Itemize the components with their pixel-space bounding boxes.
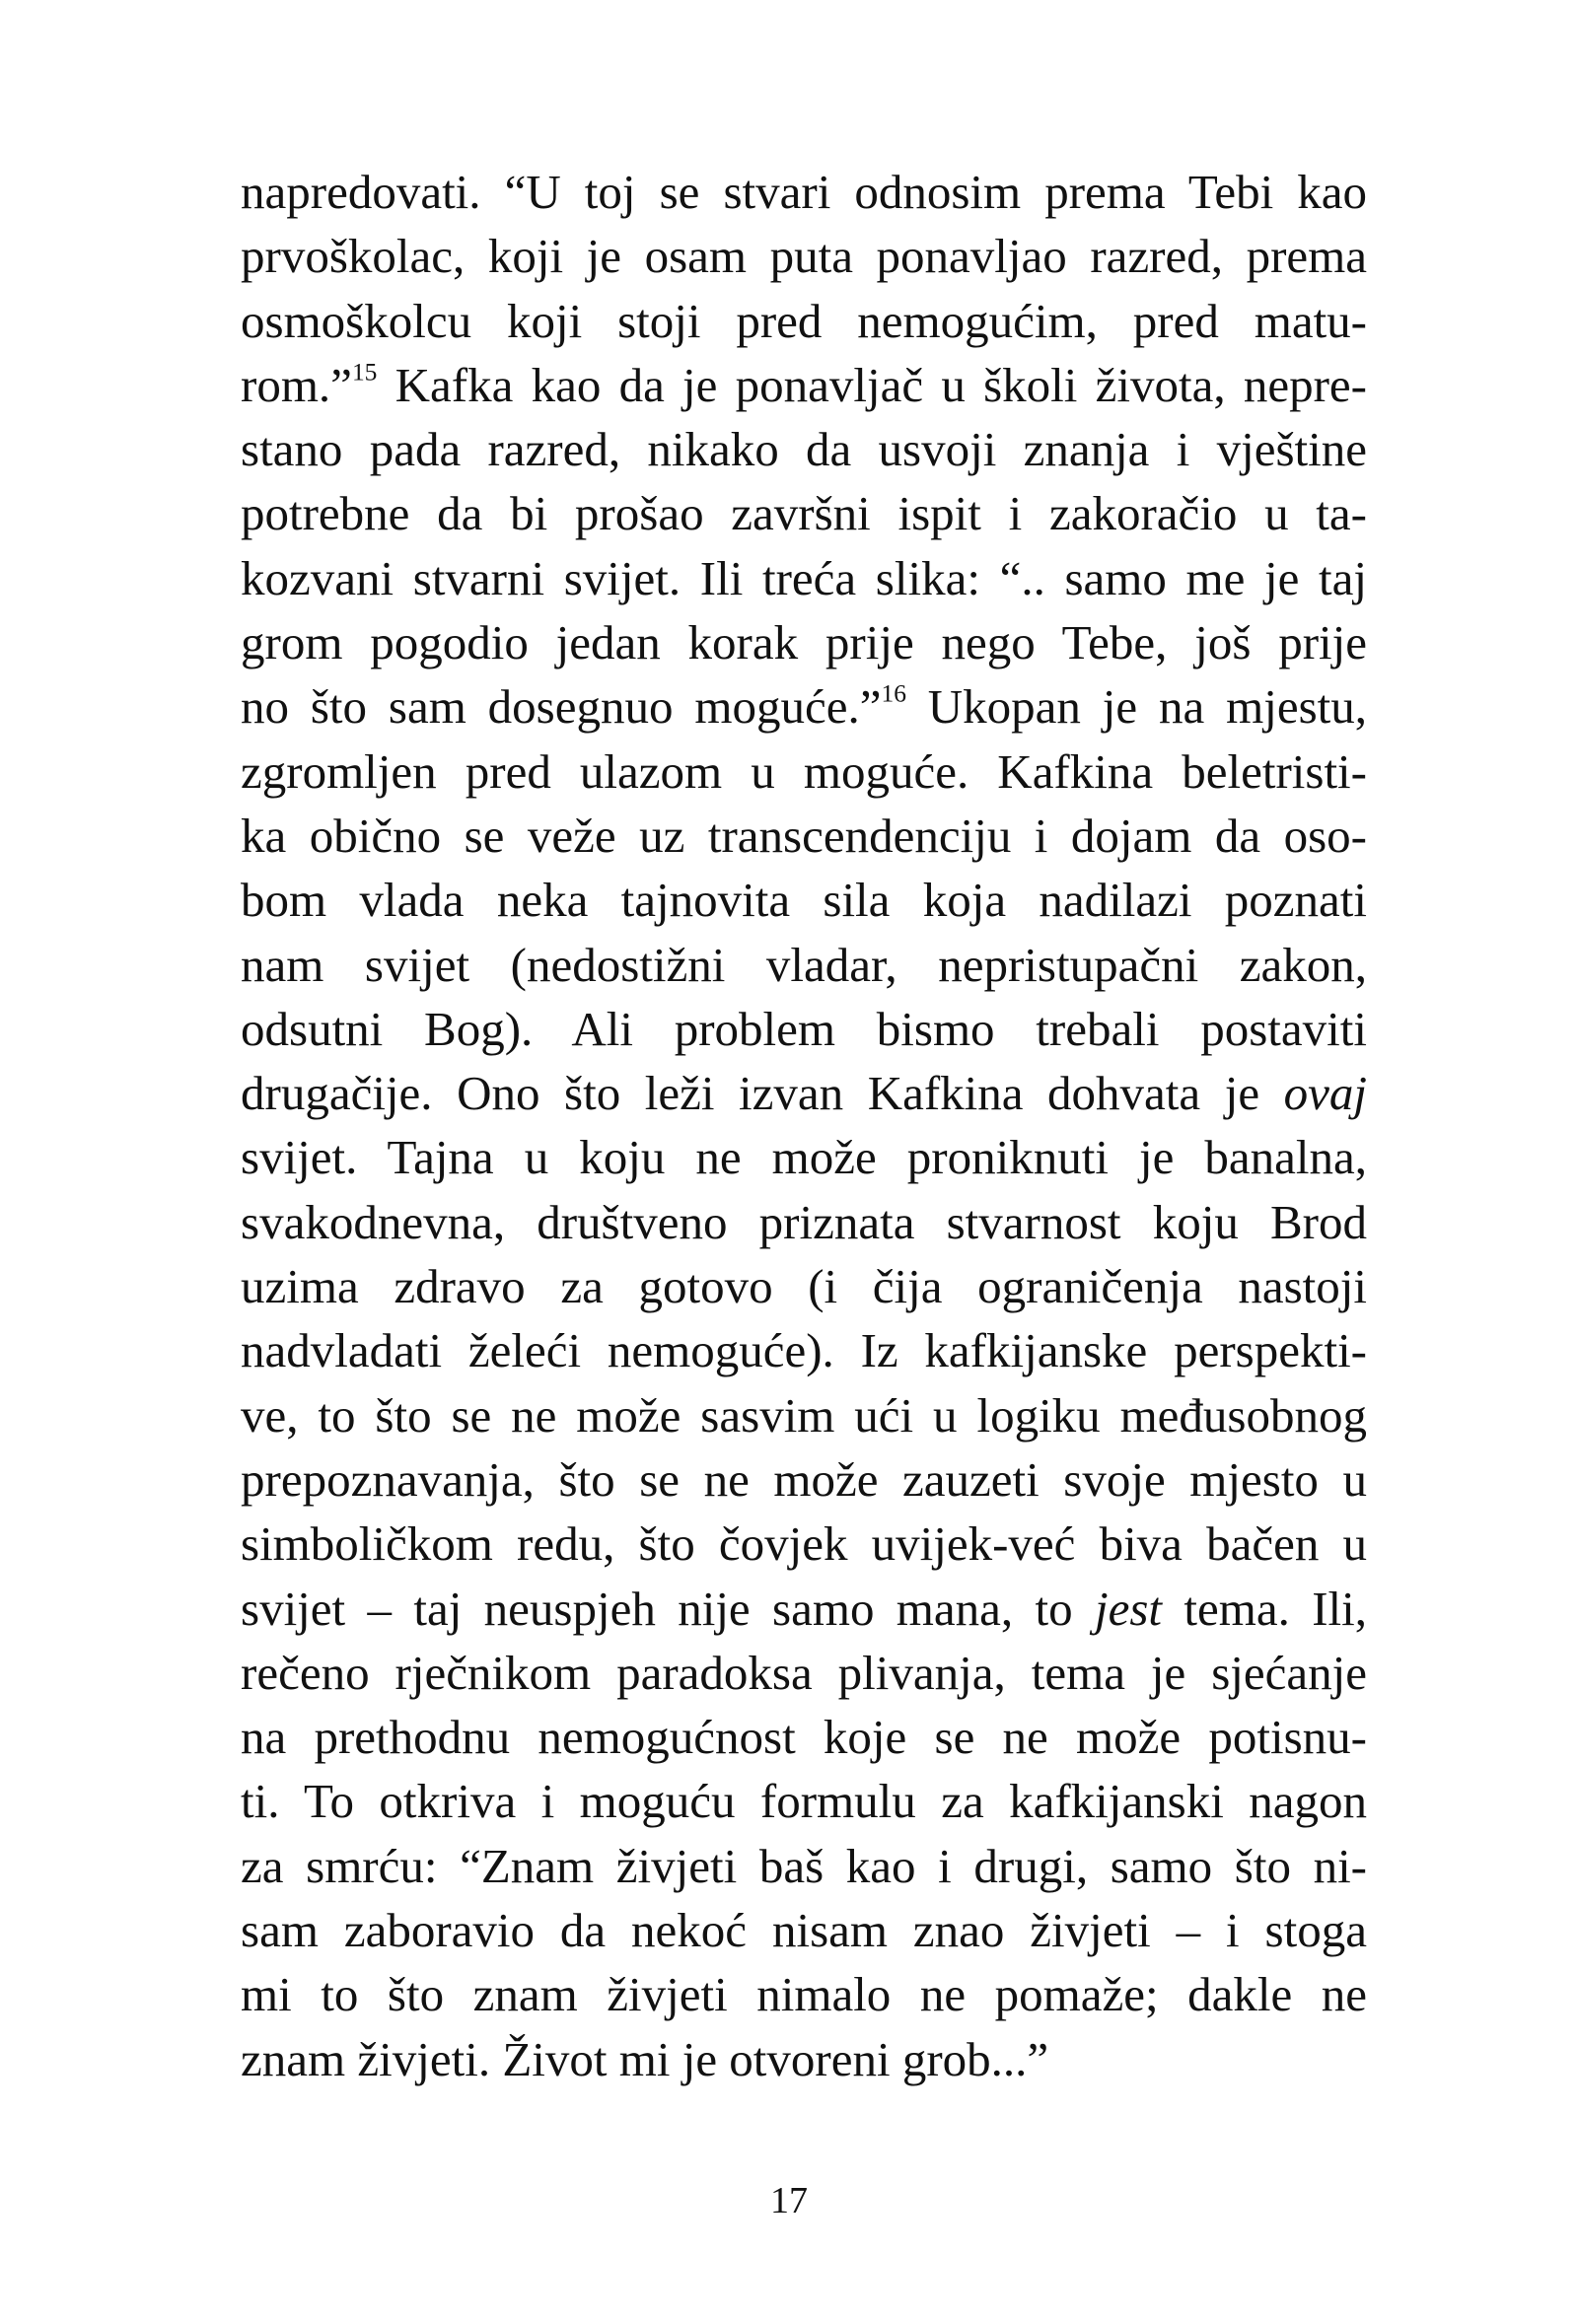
text-line — [241, 1769, 1367, 1833]
text-segment: svijet. Tajna u koju ne može proniknuti je banalna, — [241, 1130, 1367, 1185]
text-line — [241, 1577, 1367, 1641]
text-segment: uzima zdravo za gotovo (i čija ograničenja nastoji — [241, 1259, 1367, 1314]
text-segment: ti. To otkriva i moguću formulu za kafkijanski nagon — [241, 1774, 1367, 1829]
text-line — [241, 1834, 1367, 1898]
page-number: 17 — [770, 2180, 808, 2221]
text-line — [241, 160, 1367, 224]
text-segment: svakodnevna, društveno priznata stvarnost koju Brod — [241, 1194, 1367, 1249]
text-line — [241, 1190, 1367, 1254]
text-line — [241, 1705, 1367, 1769]
text-line — [241, 739, 1367, 804]
text-line — [241, 1383, 1367, 1447]
text-line — [241, 1962, 1367, 2026]
text-segment: rom.” — [241, 357, 352, 412]
text-segment: mi to što znam živjeti nimalo ne pomaže; dakle ne — [241, 1967, 1367, 2022]
text-line — [241, 1254, 1367, 1318]
text-segment: Kafka kao da je ponavljač u školi života, nepre- — [377, 357, 1367, 412]
text-line — [241, 674, 1367, 739]
text-segment: kozvani stvarni svijet. Ili treća slika: “.. samo me je taj — [241, 550, 1367, 605]
text-line — [241, 2027, 1367, 2091]
text-line — [241, 804, 1367, 868]
text-line — [241, 481, 1367, 545]
text-segment: tema. Ili, — [1162, 1581, 1367, 1636]
text-segment: nam svijet (nedostižni vladar, nepristupačni zakon, — [241, 937, 1367, 992]
text-segment: za smrću: “Znam živjeti baš kao i drugi, samo što ni- — [241, 1838, 1367, 1893]
text-line — [241, 1318, 1367, 1382]
footnote-marker: 16 — [881, 678, 906, 708]
text-segment: napredovati. “U toj se stvari odnosim prema Tebi kao — [241, 165, 1367, 219]
text-segment: prvoškolac, koji je osam puta ponavljao razred, prema — [241, 229, 1367, 284]
text-segment: ka obično se veže uz transcendenciju i dojam da oso- — [241, 808, 1367, 863]
text-segment: prepoznavanja, što se ne može zauzeti svoje mjesto u — [241, 1451, 1367, 1507]
italic-text: jest — [1094, 1581, 1163, 1636]
text-segment: ve, to što se ne može sasvim ući u logiku međusobnog — [241, 1387, 1367, 1443]
text-line — [241, 933, 1367, 997]
text-line — [241, 546, 1367, 610]
text-line — [241, 353, 1367, 417]
text-line — [241, 1641, 1367, 1705]
text-segment: osmoškolcu koji stoji pred nemogućim, pred matu- — [241, 293, 1367, 348]
text-segment: svijet – taj neuspjeh nije samo mana, to — [241, 1581, 1095, 1636]
text-segment: sam zaboravio da nekoć nisam znao živjeti – i stoga — [241, 1903, 1367, 1958]
text-segment: Ukopan je na mjestu, — [905, 679, 1368, 735]
text-line — [241, 997, 1367, 1061]
text-segment: na prethodnu nemogućnost koje se ne može potisnu- — [241, 1710, 1367, 1765]
footnote-marker: 15 — [351, 357, 378, 387]
text-line — [241, 1061, 1367, 1125]
text-line — [241, 610, 1367, 674]
text-segment: stano pada razred, nikako da usvoji znanja i vještine — [241, 422, 1367, 477]
text-line — [241, 1512, 1367, 1576]
italic-text: ovaj — [1283, 1066, 1367, 1121]
text-segment: simboličkom redu, što čovjek uvijek-već biva bačen u — [241, 1516, 1367, 1572]
text-line — [241, 289, 1367, 353]
body-text — [241, 160, 1367, 2091]
text-segment: no što sam dosegnuo moguće.” — [241, 679, 882, 735]
text-line — [241, 1447, 1367, 1512]
text-segment: rečeno rječnikom paradoksa plivanja, tema je sjećanje — [241, 1645, 1367, 1700]
text-line — [241, 1125, 1367, 1189]
text-segment: zgromljen pred ulazom u moguće. Kafkina beletristi- — [241, 743, 1367, 799]
text-segment: grom pogodio jedan korak prije nego Tebe, još prije — [241, 615, 1367, 670]
text-segment: bom vlada neka tajnovita sila koja nadilazi poznati — [241, 873, 1367, 928]
text-line — [241, 1898, 1367, 1962]
text-line — [241, 868, 1367, 932]
text-segment: nadvladati želeći nemoguće). Iz kafkijanske perspekti- — [241, 1323, 1367, 1378]
text-segment: drugačije. Ono što leži izvan Kafkina dohvata je — [241, 1066, 1284, 1121]
text-line — [241, 417, 1367, 481]
text-segment: potrebne da bi prošao završni ispit i zakoračio u ta- — [241, 486, 1367, 541]
text-line — [241, 224, 1367, 288]
text-segment: odsutni Bog). Ali problem bismo trebali postaviti — [241, 1001, 1367, 1056]
text-segment: znam živjeti. Život mi je otvoreni grob...” — [241, 2031, 1049, 2086]
